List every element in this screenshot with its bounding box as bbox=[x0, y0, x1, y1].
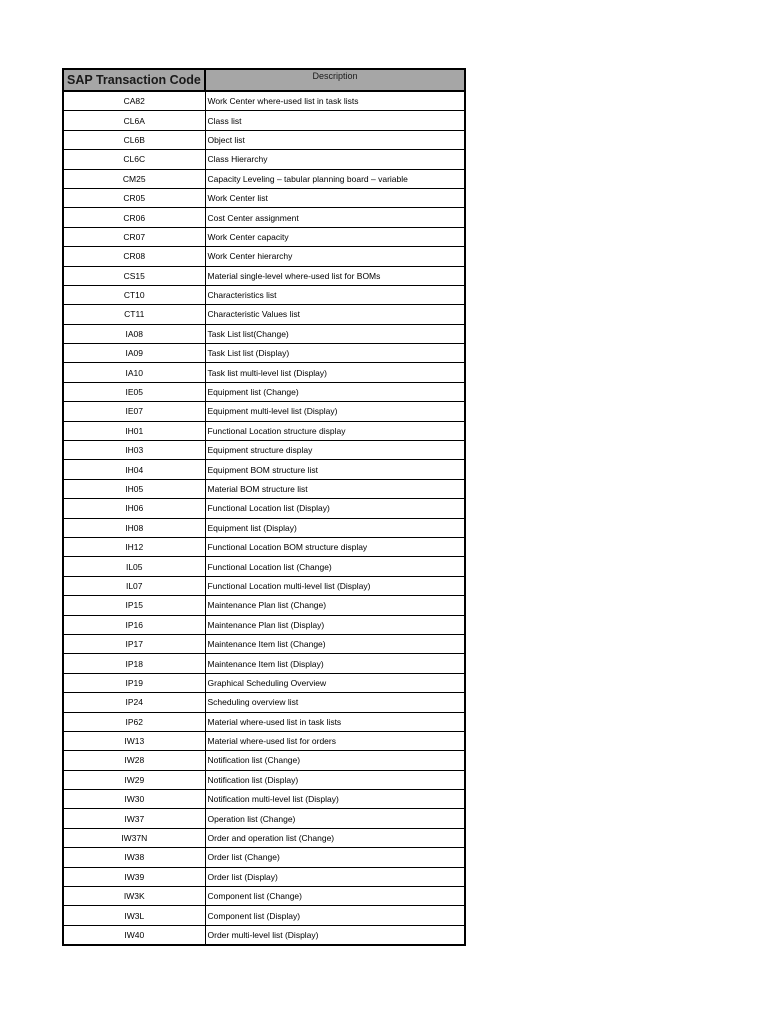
description-cell: Material single-level where-used list for BOMs bbox=[205, 266, 465, 285]
description-cell: Characteristic Values list bbox=[205, 305, 465, 324]
transaction-code-cell: IP17 bbox=[63, 634, 205, 653]
table-row bbox=[63, 557, 465, 576]
description-cell: Work Center hierarchy bbox=[205, 247, 465, 266]
transaction-code-cell: IA10 bbox=[63, 363, 205, 382]
table-row bbox=[63, 460, 465, 479]
description-cell: Work Center capacity bbox=[205, 227, 465, 246]
description-cell: Object list bbox=[205, 130, 465, 149]
description-cell: Equipment multi-level list (Display) bbox=[205, 402, 465, 421]
description-cell: Operation list (Change) bbox=[205, 809, 465, 828]
table-row bbox=[63, 208, 465, 227]
table-row bbox=[63, 344, 465, 363]
description-cell: Equipment structure display bbox=[205, 441, 465, 460]
table-row bbox=[63, 693, 465, 712]
description-cell: Functional Location multi-level list (Display) bbox=[205, 576, 465, 595]
transaction-code-cell: CR07 bbox=[63, 227, 205, 246]
table-row bbox=[63, 596, 465, 615]
table-row bbox=[63, 848, 465, 867]
description-cell: Equipment list (Display) bbox=[205, 518, 465, 537]
table-row bbox=[63, 188, 465, 207]
table-row bbox=[63, 828, 465, 847]
table-row bbox=[63, 770, 465, 789]
description-cell: Notification list (Display) bbox=[205, 770, 465, 789]
description-cell: Equipment list (Change) bbox=[205, 382, 465, 401]
transaction-code-cell: IP16 bbox=[63, 615, 205, 634]
table-row bbox=[63, 673, 465, 692]
description-cell: Material where-used list in task lists bbox=[205, 712, 465, 731]
transaction-code-cell: IH01 bbox=[63, 421, 205, 440]
transaction-code-cell: CL6B bbox=[63, 130, 205, 149]
description-cell: Maintenance Plan list (Display) bbox=[205, 615, 465, 634]
table-row bbox=[63, 906, 465, 925]
table-row bbox=[63, 615, 465, 634]
table-row bbox=[63, 809, 465, 828]
description-cell: Work Center where-used list in task lists bbox=[205, 91, 465, 111]
description-cell: Functional Location list (Change) bbox=[205, 557, 465, 576]
table-row bbox=[63, 576, 465, 595]
description-cell: Task list multi-level list (Display) bbox=[205, 363, 465, 382]
header-description: Description bbox=[205, 69, 465, 91]
description-cell: Maintenance Plan list (Change) bbox=[205, 596, 465, 615]
transaction-code-cell: IH05 bbox=[63, 479, 205, 498]
header-transaction-code: SAP Transaction Code bbox=[63, 69, 205, 91]
transaction-code-cell: CM25 bbox=[63, 169, 205, 188]
description-cell: Characteristics list bbox=[205, 285, 465, 304]
description-cell: Material BOM structure list bbox=[205, 479, 465, 498]
description-cell: Work Center list bbox=[205, 188, 465, 207]
table-row bbox=[63, 654, 465, 673]
table-row bbox=[63, 382, 465, 401]
transaction-code-cell: CT10 bbox=[63, 285, 205, 304]
transaction-code-cell: CA82 bbox=[63, 91, 205, 111]
description-cell: Notification multi-level list (Display) bbox=[205, 790, 465, 809]
table-row bbox=[63, 324, 465, 343]
transaction-code-cell: IH12 bbox=[63, 537, 205, 556]
description-cell: Order list (Display) bbox=[205, 867, 465, 886]
table-row bbox=[63, 169, 465, 188]
table-row bbox=[63, 537, 465, 556]
table-row bbox=[63, 150, 465, 169]
description-cell: Functional Location BOM structure display bbox=[205, 537, 465, 556]
table-body bbox=[63, 91, 465, 945]
transaction-code-cell: IW28 bbox=[63, 751, 205, 770]
transaction-code-cell: IW29 bbox=[63, 770, 205, 789]
table-row bbox=[63, 285, 465, 304]
table-row bbox=[63, 402, 465, 421]
table-row bbox=[63, 518, 465, 537]
description-cell: Capacity Leveling – tabular planning board – variable bbox=[205, 169, 465, 188]
description-cell: Order multi-level list (Display) bbox=[205, 925, 465, 945]
transaction-code-cell: IW37 bbox=[63, 809, 205, 828]
transaction-code-cell: IW37N bbox=[63, 828, 205, 847]
transaction-code-sheet bbox=[62, 68, 464, 946]
description-cell: Class Hierarchy bbox=[205, 150, 465, 169]
table-row bbox=[63, 712, 465, 731]
description-cell: Equipment BOM structure list bbox=[205, 460, 465, 479]
transaction-code-cell: IH06 bbox=[63, 499, 205, 518]
description-cell: Order and operation list (Change) bbox=[205, 828, 465, 847]
description-cell: Functional Location list (Display) bbox=[205, 499, 465, 518]
table-row bbox=[63, 751, 465, 770]
transaction-code-cell: IL05 bbox=[63, 557, 205, 576]
transaction-code-table bbox=[62, 68, 466, 946]
transaction-code-cell: CR08 bbox=[63, 247, 205, 266]
transaction-code-cell: CR05 bbox=[63, 188, 205, 207]
table-header-row bbox=[63, 69, 465, 91]
description-cell: Task List list (Display) bbox=[205, 344, 465, 363]
table-row bbox=[63, 790, 465, 809]
description-cell: Scheduling overview list bbox=[205, 693, 465, 712]
transaction-code-cell: IP62 bbox=[63, 712, 205, 731]
transaction-code-cell: CR06 bbox=[63, 208, 205, 227]
transaction-code-cell: IL07 bbox=[63, 576, 205, 595]
table-row bbox=[63, 634, 465, 653]
description-cell: Task List list(Change) bbox=[205, 324, 465, 343]
transaction-code-cell: IH08 bbox=[63, 518, 205, 537]
table-row bbox=[63, 887, 465, 906]
table-row bbox=[63, 130, 465, 149]
table-row bbox=[63, 91, 465, 111]
transaction-code-cell: CT11 bbox=[63, 305, 205, 324]
description-cell: Material where-used list for orders bbox=[205, 731, 465, 750]
description-cell: Maintenance Item list (Change) bbox=[205, 634, 465, 653]
transaction-code-cell: IH04 bbox=[63, 460, 205, 479]
transaction-code-cell: IP19 bbox=[63, 673, 205, 692]
table-row bbox=[63, 479, 465, 498]
transaction-code-cell: IE07 bbox=[63, 402, 205, 421]
table-row bbox=[63, 266, 465, 285]
transaction-code-cell: IP18 bbox=[63, 654, 205, 673]
description-cell: Component list (Change) bbox=[205, 887, 465, 906]
transaction-code-cell: IH03 bbox=[63, 441, 205, 460]
transaction-code-cell: CS15 bbox=[63, 266, 205, 285]
description-cell: Order list (Change) bbox=[205, 848, 465, 867]
transaction-code-cell: IW38 bbox=[63, 848, 205, 867]
description-cell: Maintenance Item list (Display) bbox=[205, 654, 465, 673]
description-cell: Notification list (Change) bbox=[205, 751, 465, 770]
table-row bbox=[63, 227, 465, 246]
description-cell: Functional Location structure display bbox=[205, 421, 465, 440]
description-cell: Cost Center assignment bbox=[205, 208, 465, 227]
transaction-code-cell: CL6A bbox=[63, 111, 205, 130]
table-row bbox=[63, 731, 465, 750]
table-row bbox=[63, 867, 465, 886]
transaction-code-cell: IA09 bbox=[63, 344, 205, 363]
table-row bbox=[63, 247, 465, 266]
transaction-code-cell: IP24 bbox=[63, 693, 205, 712]
transaction-code-cell: IW30 bbox=[63, 790, 205, 809]
table-row bbox=[63, 499, 465, 518]
description-cell: Graphical Scheduling Overview bbox=[205, 673, 465, 692]
table-row bbox=[63, 925, 465, 945]
table-row bbox=[63, 363, 465, 382]
transaction-code-cell: IW3L bbox=[63, 906, 205, 925]
description-cell: Class list bbox=[205, 111, 465, 130]
transaction-code-cell: IE05 bbox=[63, 382, 205, 401]
table-row bbox=[63, 305, 465, 324]
table-row bbox=[63, 441, 465, 460]
description-cell: Component list (Display) bbox=[205, 906, 465, 925]
transaction-code-cell: CL6C bbox=[63, 150, 205, 169]
table-row bbox=[63, 111, 465, 130]
table-row bbox=[63, 421, 465, 440]
transaction-code-cell: IA08 bbox=[63, 324, 205, 343]
transaction-code-cell: IW40 bbox=[63, 925, 205, 945]
transaction-code-cell: IP15 bbox=[63, 596, 205, 615]
transaction-code-cell: IW13 bbox=[63, 731, 205, 750]
transaction-code-cell: IW3K bbox=[63, 887, 205, 906]
transaction-code-cell: IW39 bbox=[63, 867, 205, 886]
